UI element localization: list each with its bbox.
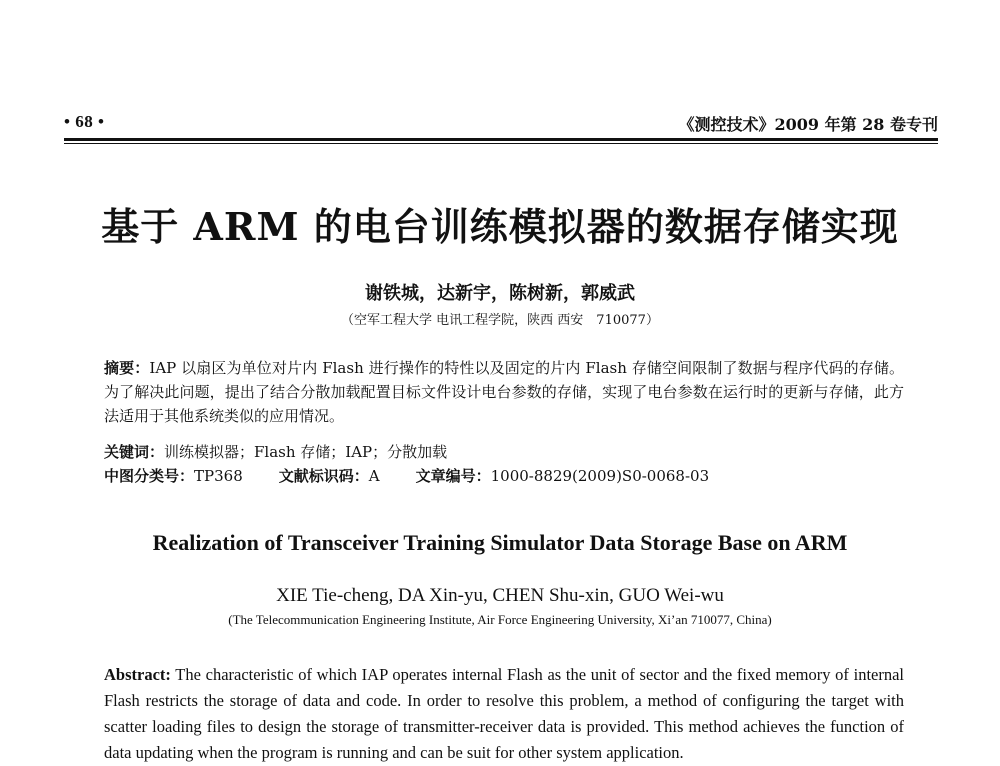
clc-label: 中图分类号： [104, 467, 195, 485]
header-rule-thin [64, 143, 938, 144]
chinese-abstract [104, 356, 904, 428]
doc-code-value: A [368, 467, 380, 485]
english-affiliation: (The Telecommunication Engineering Institute, Air Force Engineering University, Xi’an 710077, China) [228, 612, 772, 627]
chinese-title: 基于 ARM 的电台训练模拟器的数据存储实现 [101, 204, 899, 249]
clc-value: TP368 [194, 467, 243, 485]
english-authors: XIE Tie-cheng, DA Xin-yu, CHEN Shu-xin, GUO Wei-wu [276, 585, 724, 606]
chinese-abstract-text: IAP 以扇区为单位对片内 Flash 进行操作的特性以及固定的片内 Flash 存储空间限制了数据与程序代码的存储。为了解决此问题，提出了结合分散加载配置目标文件设计电台参数的存储，实现了电台参数在运行时的更新与存储，此方法适用于其他系统类似的应用情况。 [104, 359, 904, 425]
article-number-value: 1000-8829(2009)S0-0068-03 [490, 467, 710, 485]
doc-code-label: 文献标识码： [278, 467, 369, 485]
running-header [64, 112, 938, 138]
chinese-keywords-text: 训练模拟器；Flash 存储；IAP；分散加载 [164, 443, 448, 461]
journal-citation: 《测控技术》2009 年第 28 卷专刊 [678, 115, 938, 134]
article-number-label: 文章编号： [415, 467, 491, 485]
chinese-authors: 谢铁城，达新宇，陈树新，郭威武 [365, 283, 635, 304]
chinese-keywords-label: 关键词： [104, 443, 165, 461]
header-rule-thick [64, 138, 938, 141]
page-number: • 68 • [64, 112, 105, 131]
english-title: Realization of Transceiver Training Simulator Data Storage Base on ARM [152, 530, 848, 555]
classification-row [104, 464, 904, 488]
chinese-keywords [104, 440, 904, 464]
chinese-abstract-label: 摘要： [104, 359, 150, 377]
chinese-affiliation: （空军工程大学 电讯工程学院，陕西 西安 710077） [341, 313, 659, 328]
english-abstract [104, 662, 904, 766]
english-abstract-label: Abstract: [104, 665, 171, 684]
english-abstract-text: The characteristic of which IAP operates internal Flash as the unit of sector and the fixed memory of internal Flash restricts the storage of data and code. In order to resolve this problem, a method of configuring the target with scatter loading files to design the storage of transmitter-receiver data is provided. This method achieves the function of data updating when the program is running and can be suit for other system application. [104, 665, 904, 762]
